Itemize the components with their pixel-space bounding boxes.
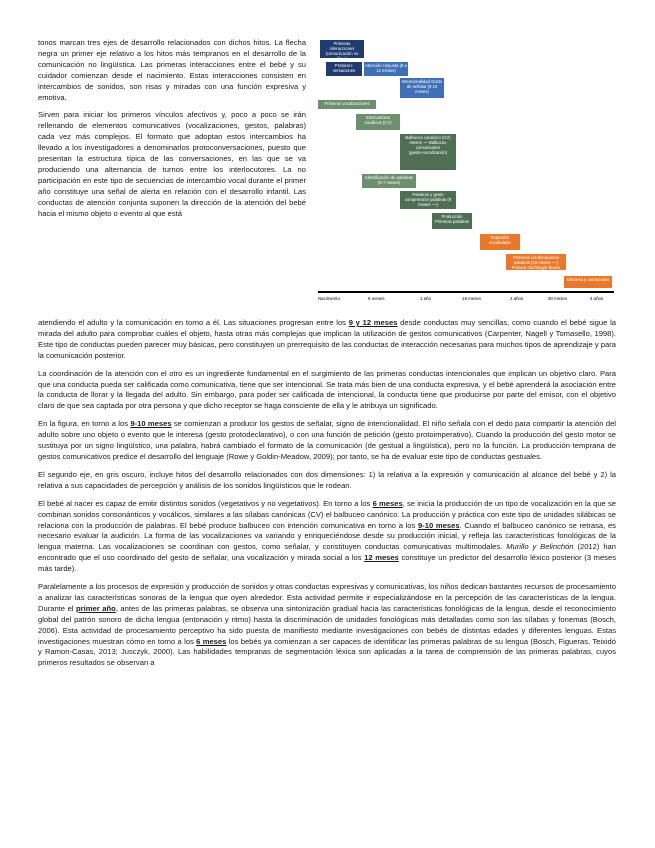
text-run: atendiendo el adulto y la comunicación en torno a él. Las situaciones progresan entre los (38, 318, 349, 327)
paragraph-1: tonos marcan tres ejes de desarrollo relacionados con dichos hitos. La flecha negra un primer eje relativo a los hitos más tempranos en el desarrollo de la comunicación no lingüística. Las primeras interacciones entre el bebé y su cuidador comienzan desde el nacimiento. Estas interacciones consisten en intercambios de sonidos, son risas y miradas con una función expresiva y emotiva. (38, 38, 306, 102)
timeline-arrow (318, 291, 614, 293)
text-run: En la figura, en torno a los (38, 419, 131, 429)
highlight-age: 9-10 meses (130, 419, 172, 429)
highlight-age: 9 y 12 meses (348, 318, 398, 327)
paragraph-2-continued (38, 318, 616, 362)
paragraph-2: Sirven para iniciar los primeros vínculos afectivos y, poco a poco se irán rellenando de elementos comunicativos (vocalizaciones, gestos, palabras) cada vez más complejos. El formato que adoptan estos intercambios ha llevado a los investigadores a denominarlos protoconversaciones, puesto que presentan la estructura típica de las conversaciones, en las que se va produciendo una alternancia de turnos entre los interlocutores. La no participación en este tipo de secuencias de intercambio vocal durante el primer año constituye una señal de alerta en relación con el desarrollo infantil. Las conductas de atención conjunta suponen la dirección de la atención del bebé hacia el mismo objeto o evento al que está (38, 110, 306, 218)
top-section (38, 38, 616, 318)
fig-box-primeras-interacciones: Primeras interacciones (comunicación no lin...) (320, 40, 364, 58)
paragraph-4 (38, 419, 616, 463)
text-run: , se inicia la producción de un tipo de vocalización en la que se combinan sonidos consonánticos y vocálicos, similares a las sílabas canónicas (CV) el balbuceo canónico. La producción y práctica con este tipo de unidades silábicas se relaciona con la producción de palabras. El bebé produce balbuceo con intención comunicativa en torno a los (38, 498, 616, 530)
fig-box-protoconversaciones: Protocon- versaciones (326, 62, 362, 76)
timeline-label-18-meses: 18 meses (462, 296, 482, 301)
fig-box-intercambios-vocalicos: Intercambios vocálicos (CV) (356, 114, 400, 130)
document-page (38, 38, 616, 676)
text-run: . Cuando el balbuceo canónico se retrasa, es necesario evaluar la audición. La forma de las vocalizaciones va variando y enriqueciéndose desde su producción inicial, y refleja las características fonológicas de la lengua materna. Las vocalizaciones se coordinan con gestos, como señalar, y constituyen conductas comunicativas multimodales. (38, 520, 616, 552)
fig-box-discurso: Discurso y narraciones (564, 276, 612, 288)
text-run: constituye un predictor del desarrollo léxico posterior (3 meses más tarde). (38, 553, 617, 574)
timeline-label-nacimiento: Nacimiento (318, 296, 340, 301)
timeline-label-6-meses: 6 meses (368, 296, 385, 301)
highlight-age: 6 meses (372, 498, 403, 508)
paragraph-6 (38, 499, 616, 575)
fig-box-explosion-vocabulario: Explosión vocabulario (480, 234, 520, 250)
text-run: se comienzan a producir los gestos de señalar, signo de intencionalidad. El niño señala con el dedo para compartir la atención del adulto sobre uno objeto o evento que le interesa (gesto protodeclarativo), o con una función de petición (gesto protoimperativo). Cuando la producción del gesto motor se sustituya por un signo lingüístico, una palabra, habrá cambiado el formato de la comunicación (de gestual a lingüística), pero no la función. La producción temprana de gestos comunicativos predice el desarrollo del lenguaje (Rowe y Goldin-Meadow, 2009); por tanto, se ha de evaluar este tipo de conductas gestuales. (38, 419, 616, 461)
paragraph-3: La coordinación de la atención con el otro es un ingrediente fundamental en el surgimiento de las primeras conductas intencionales que implican un objetivo claro. Para que una conducta pueda ser calificada como comunicativa, tiene que ser intencional. Se trata más bien de una conducta expresiva, y el bebé aprenderá la asociación entre la conducta de llorar y la llegada del adulto. Sin embargo, para poder ser calificada de intencional, la conducta tiene que producirse por parte del emisor, con el objetivo claro de que sea captada por otra persona y que dicho receptor se haga consciente de ella y le atribuya un significado. (38, 368, 616, 411)
fig-box-atencion-conjunta: Atención conjunta (9 a 12 meses) (364, 62, 408, 76)
fig-box-primeras-vocalizaciones: Primeros vocalizaciones (318, 100, 376, 109)
paragraph-5: El segundo eje, en gris oscuro, incluye hitos del desarrollo relacionados con dos dimensiones: 1) la relativa a la expresión y comunicación al alcance del bebé y 2) la relativa a sus capacidades de percepción y análisis de los sonidos lingüísticos que le rodean. (38, 469, 616, 490)
text-run: desde conductas muy sencillas, como cuando el bebé sigue la mirada del adulto para comprobar cuáles el objeto, hasta otras más complejas que implican la utilización de gestos comunicativos (Carpenter, Nagell y Tomasello, 1998). Este tipo de conductas pueden parecer muy básicas, pero constituyen un prerrequisito de las conductas de interacción necesarias para muchos tipos de aprendizaje y para la comunicación posterior. (38, 318, 616, 360)
highlight-age: 12 meses (364, 553, 399, 563)
fig-box-primeras-palabras: Producción Primeras palabras (432, 213, 472, 229)
timeline-label-3-anos: 3 años (590, 296, 604, 301)
timeline-label-2-anos: 2 años (510, 296, 524, 301)
development-timeline-figure (316, 38, 616, 308)
fig-box-identificacion-palabras: Identificación de palabras (6-7 meses) (362, 174, 416, 188)
citation-authors: Murillo y Belinchón (506, 542, 574, 552)
paragraph-7 (38, 582, 616, 669)
timeline-label-30-meses: 30 meses (548, 296, 568, 301)
text-run: los bebés ya comienzan a ser capaces de identificar las primeras palabras de su lengua (Bosch, Figueras, Teixidó y Ramon-Casas, 2013; Jusczyk, 2000). Las habilidades tempranas de segmentación léxica son aplicadas a la tarea de comprensión de las primeras palabras, cuyos primeros resultados se observan a (38, 636, 616, 668)
fig-box-comprension-palabras: Palabras y gesto comprensión palabras (9 meses ~~) (400, 191, 456, 209)
timeline-label-1-ano: 1 año (420, 296, 431, 301)
text-run: , antes de las primeras palabras, se observa una sintonización gradual hacia las características fonológicas de la lengua, desde el reconocimiento global del patrón sonoro de dicha lengua (entonación y ritmo) hasta la discriminación de unidades fonológicas más detalladas como son las sílabas y fonemas (Bosch, 2006). Esta actividad de procesamiento perceptivo ha sido puesta de manifiesto mediante investigaciones con bebés de distintas edades y diferentes lenguas. Estas investigaciones muestran cómo en torno a los (38, 603, 616, 646)
text-run: (2012) han encontrado que el uso coordinado del gesto de señalar, una vocalización y mirada social a los (38, 542, 616, 563)
fig-box-intencionalidad: Intencionalidad Gesto de señalar (9-10 meses) (400, 78, 444, 98)
highlight-age: primer año (76, 603, 116, 613)
highlight-age: 6 meses (196, 636, 227, 646)
left-column (38, 38, 306, 227)
highlight-age: 9-10 meses (418, 520, 460, 530)
fig-box-balbuceo: Balbuceo canónico (CV) meses ~~ Balbuceo comunicativo (gesto+vocalización) (400, 134, 456, 170)
text-run: El bebé al nacer es capaz de emitir distintos sonidos (vegetativos y no vegetativos). En torno a los (38, 498, 373, 508)
text-run: Paralelamente a los procesos de expresión y producción de sonidos y otras conductas expresivas y comunicativas, los niños dedican bastantes recursos de procesamiento a analizar las características sonoras de la lengua que oyen alrededor. Esta actividad permite ir especializándose en la percepción de las características de la lengua. Durante el (38, 582, 616, 613)
fig-box-combinaciones: Primeras combinaciones palabras (18 meses ~~) Primera morfología flexiva (506, 254, 566, 270)
